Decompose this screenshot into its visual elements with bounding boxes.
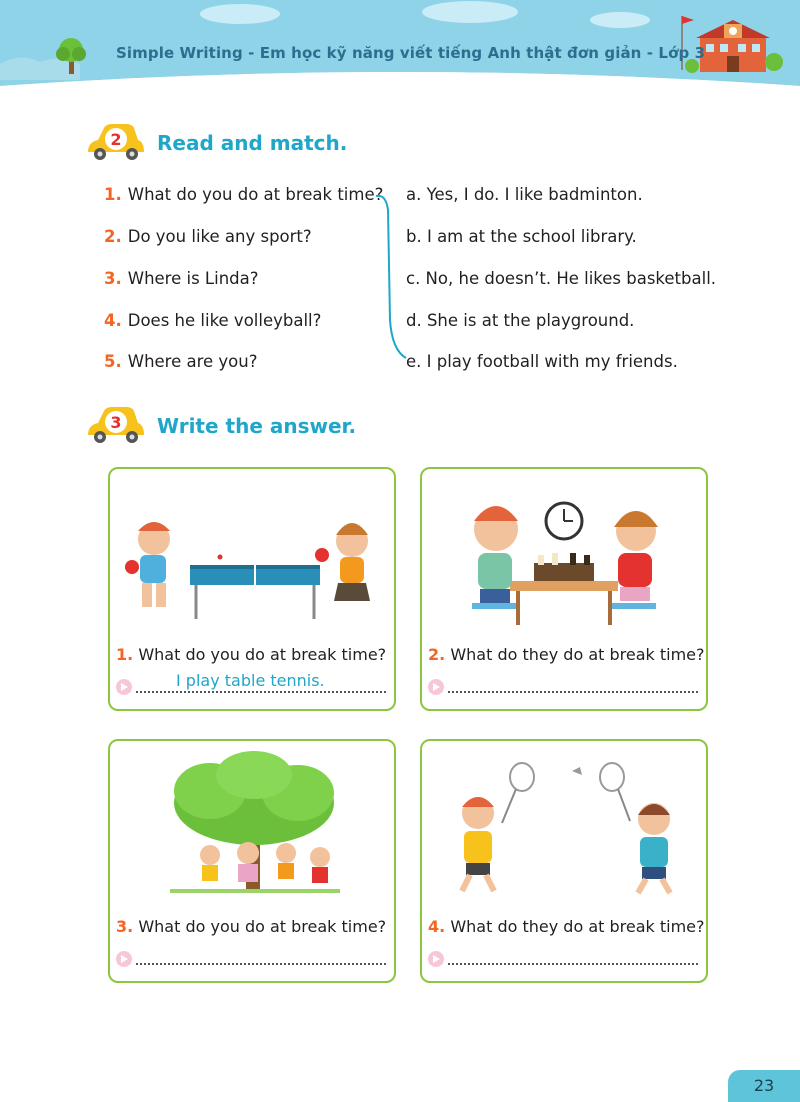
car-badge-icon <box>84 122 146 162</box>
section-2-title: Read and match. <box>157 131 348 155</box>
chess-illustration <box>422 469 706 629</box>
answer-line-2 <box>448 679 698 693</box>
answer-b: b. I am at the school library. <box>406 227 637 246</box>
card-question-2: 2. What do they do at break time? <box>428 645 705 664</box>
question-3: 3. Where is Linda? <box>104 269 259 288</box>
section-2-number: 2 <box>110 130 122 149</box>
arrow-bullet-icon <box>116 951 132 967</box>
match-connector-line <box>370 190 410 370</box>
answer-card-1 <box>108 467 396 711</box>
tree-play-illustration <box>110 741 394 901</box>
question-2: 2. Do you like any sport? <box>104 227 312 246</box>
question-4: 4. Does he like volleyball? <box>104 311 322 330</box>
car-badge-icon <box>84 405 146 445</box>
answer-a: a. Yes, I do. I like badminton. <box>406 185 643 204</box>
answer-line-3 <box>136 951 386 965</box>
question-1: 1. What do you do at break time? <box>104 185 384 204</box>
answer-card-2 <box>420 467 708 711</box>
card-answer-1: I play table tennis. <box>176 671 325 690</box>
answer-line-4 <box>448 951 698 965</box>
answer-d: d. She is at the playground. <box>406 311 635 330</box>
page-header <box>0 0 800 92</box>
badminton-illustration <box>422 741 706 901</box>
card-question-1: 1. What do you do at break time? <box>116 645 387 664</box>
section-3-title: Write the answer. <box>157 414 357 438</box>
arrow-bullet-icon <box>428 679 444 695</box>
arrow-bullet-icon <box>116 679 132 695</box>
header-title: Simple Writing - Em học kỹ năng viết tiếng Anh thật đơn giản - Lớp 3 <box>116 44 706 62</box>
answer-e: e. I play football with my friends. <box>406 352 678 371</box>
table-tennis-illustration <box>110 469 394 629</box>
answer-card-3 <box>108 739 396 983</box>
section-3-number: 3 <box>110 413 122 432</box>
answer-card-4 <box>420 739 708 983</box>
question-5: 5. Where are you? <box>104 352 258 371</box>
card-question-3: 3. What do you do at break time? <box>116 917 387 936</box>
tree-icon <box>52 32 92 76</box>
arrow-bullet-icon <box>428 951 444 967</box>
page-number: 23 <box>728 1070 800 1102</box>
card-question-4: 4. What do they do at break time? <box>428 917 705 936</box>
answer-c: c. No, he doesn’t. He likes basketball. <box>406 269 717 288</box>
